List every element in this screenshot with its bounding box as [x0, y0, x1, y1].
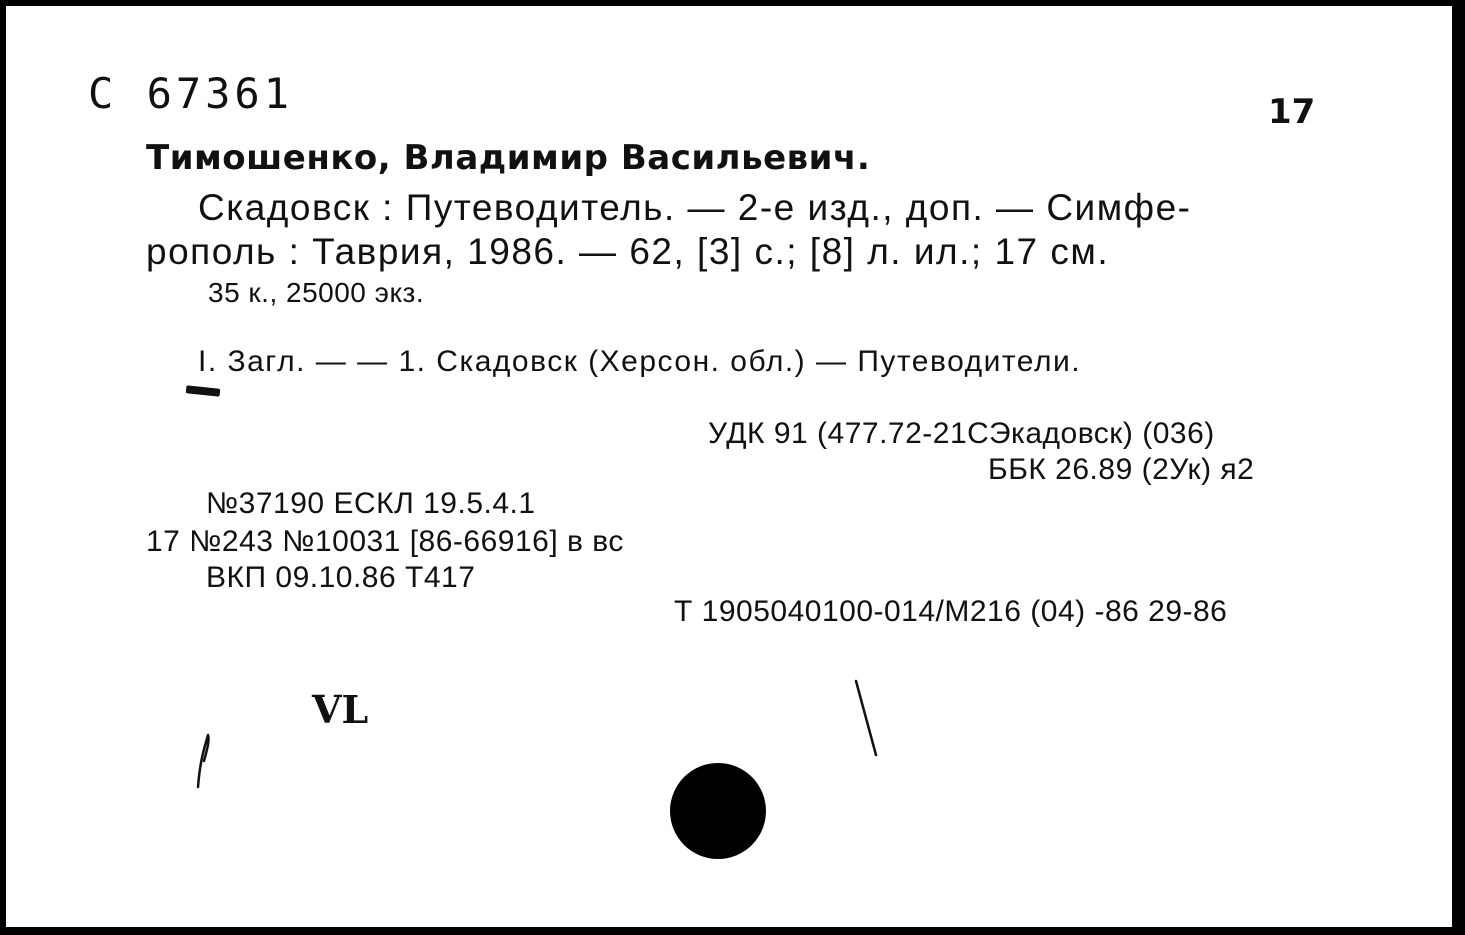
pencil-tick-mark: [186, 385, 221, 397]
card-number: 17: [1268, 92, 1316, 132]
bbk-classification: ББК 26.89 (2Ук) я2: [988, 453, 1255, 486]
punch-hole: [670, 763, 766, 859]
author-heading: Тимошенко, Владимир Васильевич.: [146, 138, 871, 178]
udk-classification: УДК 91 (477.72-21СЭкадовск) (036): [708, 417, 1215, 450]
handwritten-stroke-icon: [192, 731, 216, 795]
diagonal-pencil-line: [852, 677, 882, 761]
handwritten-mark: VL: [312, 687, 369, 732]
price-print-run: 35 к., 25000 экз.: [208, 277, 425, 308]
service-line-1: №37190 ЕСКЛ 19.5.4.1: [206, 487, 536, 520]
description-line-1: Скадовск : Путеводитель. — 2-е изд., доп. — Симфе-: [198, 187, 1192, 228]
service-line-2: 17 №243 №10031 [86-66916] в вс: [146, 525, 624, 558]
subject-tracing: I. Загл. — — 1. Скадовск (Херсон. обл.) — Путеводители.: [198, 345, 1082, 378]
catalog-card: [6, 6, 1452, 927]
isbn-line: Т 1905040100-014/М216 (04) -86 29-86: [674, 595, 1228, 628]
description-line-2: рополь : Таврия, 1986. — 62, [3] с.; [8] л. ил.; 17 см.: [146, 231, 1110, 272]
service-line-3: ВКП 09.10.86 Т417: [206, 561, 476, 594]
call-number: C 67361: [88, 69, 294, 118]
